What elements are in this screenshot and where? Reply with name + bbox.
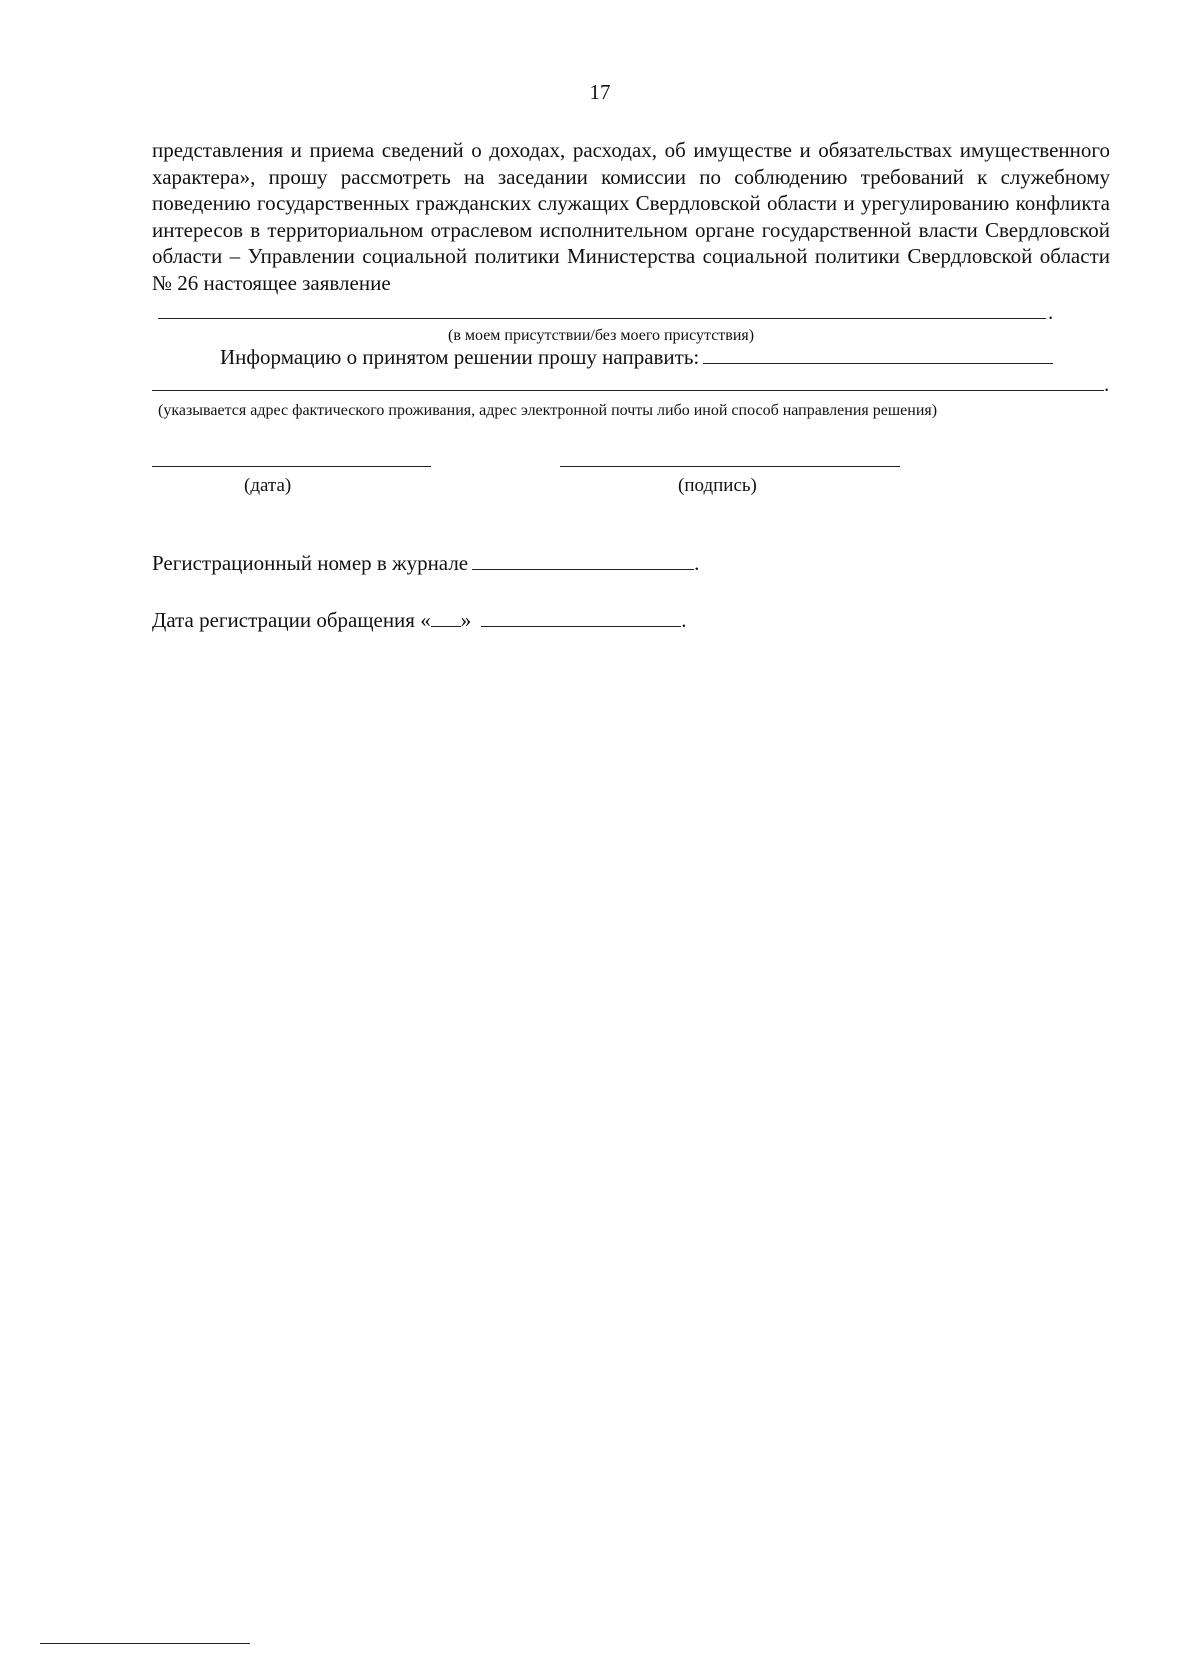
presence-fill-line [152,300,1110,324]
address-rule [152,390,1104,391]
registration-number-rule [472,568,694,570]
signature-rule [560,466,900,467]
registration-date-label: Дата регистрации обращения « [152,608,431,632]
registration-date-period: . [681,608,687,632]
page-number: 17 [589,80,611,104]
footnote-separator [40,1643,250,1644]
registration-number-label: Регистрационный номер в журнале [152,551,469,575]
registration-number-line [152,551,699,576]
registration-number-period: . [694,551,700,575]
info-request-label: Информацию о принятом решении прошу направить: [220,345,700,369]
date-rule [152,466,431,467]
registration-month-year-rule [481,625,681,627]
registration-day-rule [431,625,461,627]
address-fill-line [152,372,1110,396]
registration-date-close-quote: » [460,608,472,632]
application-body-text: представления и приема сведений о доходах, расходах, об имуществе и обязательствах имущественного характера», прошу рассмотреть на заседании комиссии по соблюдению требований к служебному поведению государственных гражданских служащих Свердловской области и урегулированию конфликта интересов в территориальном отраслевом исполнительном органе государственной власти Свердловской области – Управлении социальной политики Министерства социальной политики Свердловской области № 26 настоящее заявление [152,138,1110,295]
presence-caption: (в моем присутствии/без моего присутствия) [448,327,755,344]
signature-caption: (подпись) [678,475,757,496]
info-request-line [220,345,1053,370]
presence-period: . [1048,300,1054,324]
address-caption: (указывается адрес фактического проживания, адрес электронной почты либо иной способ направления решения) [158,402,938,419]
address-period: . [1104,372,1110,396]
registration-date-line [152,608,686,633]
info-request-rule [703,362,1053,364]
date-caption: (дата) [244,475,292,496]
presence-rule [158,318,1046,319]
